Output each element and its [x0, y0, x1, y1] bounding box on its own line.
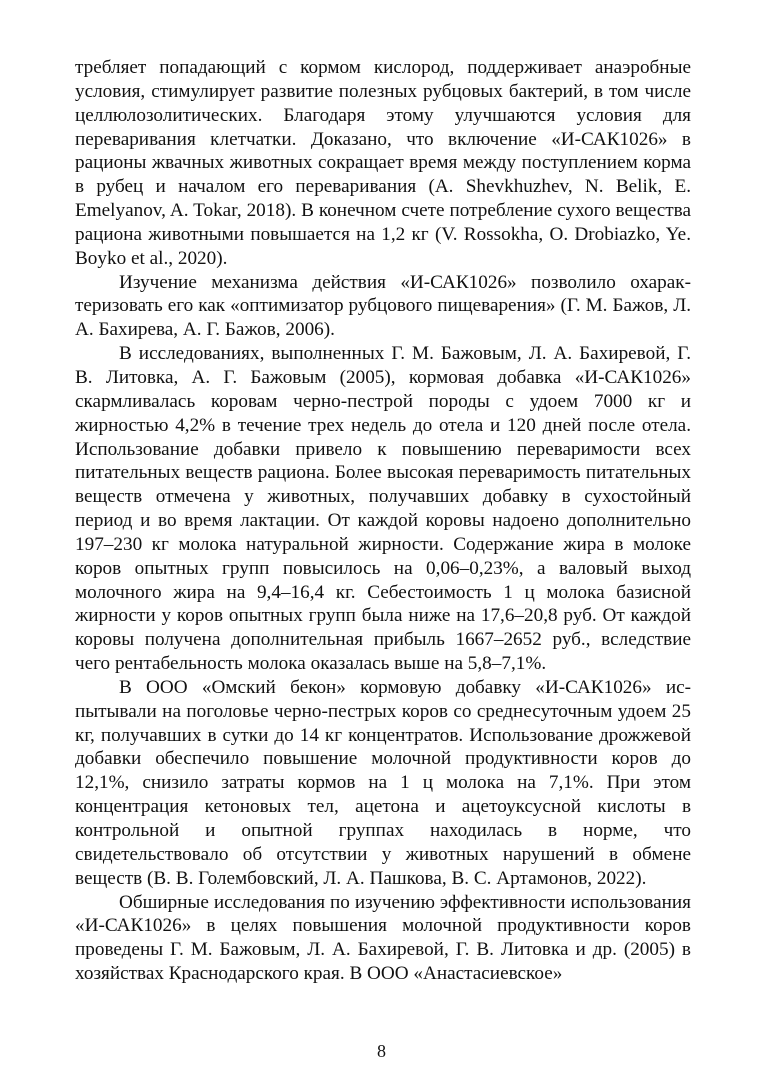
- page-number: 8: [377, 1041, 386, 1061]
- paragraph-2: Изучение механизма действия «И-САК1026» позволило охарактеризовать его как «оптимизатор рубцового пищеварения» (Г. М. Бажов, Л. А. Бахирева, А. Г. Бажов, 2006).: [75, 271, 691, 341]
- paragraph-5: Обширные исследования по изучению эффективности использования «И-САК1026» в целях повышения молочной продуктивности коров проведены Г. М. Бажовым, Л. А. Бахиревой, Г. В. Литовка и др. (2005) в хозяйствах Краснодарского края. В ООО «Анастасиевское»: [75, 891, 691, 985]
- paragraph-4: В ООО «Омский бекон» кормовую добавку «И-САК1026» испытывали на поголовье черно-пестрых коров со среднесуточным удоем 25 кг, получавших в сутки до 14 кг концентратов. Использование дрожжевой добавки обеспечило повышение молочной продуктивности коров до 12,1%, снизило затраты кормов на 1 ц молока на 7,1%. При этом концентрация кетоновых тел, ацетона и ацетоуксусной кислоты в контрольной и опытной группах находилась в норме, что свидетельствовало об отсутствии у животных нарушений в обмене веществ (В. В. Голембовский, Л. А. Пашкова, В. С. Артамонов, 2022).: [75, 676, 691, 889]
- page-body: [75, 56, 691, 986]
- paragraph-1: требляет попадающий с кормом кислород, поддерживает анаэробные условия, стимулирует развитие полезных рубцовых бактерий, в том числе целлюлозолитических. Благодаря этому улучшаются условия для переваривания клетчатки. Доказано, что включение «И-САК1026» в рационы жвачных животных сокращает время между поступлением корма в рубец и началом его переваривания (A. Shevkhuzhev, N. Belik, E. Emelyanov, A. Tokar, 2018). В конечном счете потребление сухого вещества рациона животными повышается на 1,2 кг (V. Rossokha, O. Drobiazko, Ye. Boyko et al., 2020).: [75, 57, 691, 269]
- paragraph-3: В исследованиях, выполненных Г. М. Бажовым, Л. А. Бахиревой, Г. В. Литовка, А. Г. Бажовым (2005), кормовая добавка «И-САК1026» скармливалась коровам черно-пестрой породы с удоем 7000 кг и жирностью 4,2% в течение трех недель до отела и 120 дней после отела. Использование добавки привело к повышению переваримости всех питательных веществ рациона. Более высокая переваримость питательных веществ отмечена у животных, получавших добавку в сухостойный период и во время лактации. От каждой коровы надоено дополнительно 197–230 кг молока натуральной жирности. Содержание жира в молоке коров опытных групп повысилось на 0,06–0,23%, а валовый выход молочного жира на 9,4–16,4 кг. Себестоимость 1 ц молока базисной жирности у коров опытных групп была ниже на 17,6–20,8 руб. От каждой коровы получена дополнительная прибыль 1667–2652 руб., вследствие чего рентабельность молока оказалась выше на 5,8–7,1%.: [75, 343, 691, 675]
